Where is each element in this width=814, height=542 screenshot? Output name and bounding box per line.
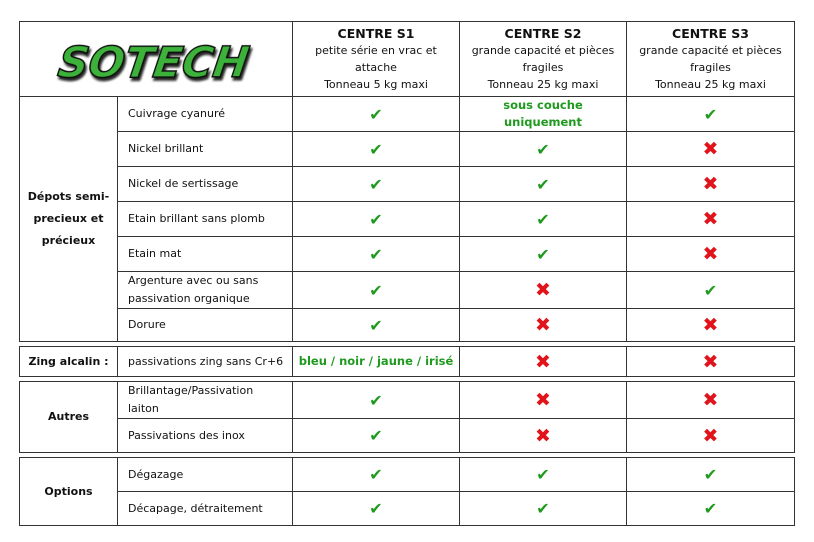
check-icon: ✔	[293, 309, 460, 342]
header-row	[20, 22, 795, 97]
row-label: Dégazage	[118, 458, 293, 492]
row-label	[118, 382, 293, 419]
cross-icon: ✖	[460, 382, 627, 419]
check-icon: ✔	[460, 202, 627, 237]
group-label-options: Options	[20, 458, 118, 526]
cross-icon: ✖	[627, 382, 795, 419]
centre-capacity: Tonneau 25 kg maxi	[487, 78, 599, 91]
group-label-line: precieux et	[33, 212, 104, 225]
table-row	[20, 132, 795, 167]
check-icon: ✔	[293, 492, 460, 526]
note-text: bleu / noir / jaune / irisé	[293, 347, 460, 377]
centre-title: CENTRE S2	[504, 26, 582, 41]
row-label: Passivations des inox	[118, 419, 293, 453]
centre-capacity: Tonneau 25 kg maxi	[655, 78, 766, 91]
centre-desc: petite série en vrac et	[315, 44, 437, 57]
group-label-line: Dépots semi-	[27, 190, 110, 203]
check-icon: ✔	[627, 492, 795, 526]
cross-icon: ✖	[627, 419, 795, 453]
table-row	[20, 419, 795, 453]
cross-icon: ✖	[627, 202, 795, 237]
group-label-line: précieux	[41, 234, 96, 247]
cross-icon: ✖	[460, 272, 627, 309]
table-row	[20, 202, 795, 237]
row-label: Etain brillant sans plomb	[118, 202, 293, 237]
row-label: Décapage, détraitement	[118, 492, 293, 526]
centre-desc: fragiles	[690, 61, 731, 74]
centre-s1-header	[293, 22, 460, 97]
check-icon: ✔	[460, 237, 627, 272]
row-label-line: passivation organique	[128, 292, 250, 305]
check-icon: ✔	[460, 167, 627, 202]
centre-capacity: Tonneau 5 kg maxi	[324, 78, 428, 91]
check-icon: ✔	[627, 458, 795, 492]
cross-icon: ✖	[627, 132, 795, 167]
centre-s3-header	[627, 22, 795, 97]
row-label-line: laiton	[128, 402, 159, 415]
table-row	[20, 272, 795, 309]
group-label-autres: Autres	[20, 382, 118, 453]
check-icon: ✔	[293, 458, 460, 492]
centre-desc: grande capacité et pièces	[639, 44, 782, 57]
row-label: Dorure	[118, 309, 293, 342]
comparison-table	[19, 21, 795, 526]
check-icon: ✔	[627, 97, 795, 132]
cross-icon: ✖	[627, 167, 795, 202]
group-label-zing: Zing alcalin :	[20, 347, 118, 377]
table-row	[20, 97, 795, 132]
table-row	[20, 347, 795, 377]
row-label: passivations zing sans Cr+6	[118, 347, 293, 377]
centre-title: CENTRE S3	[672, 26, 749, 41]
logo-cell	[20, 22, 293, 97]
cross-icon: ✖	[460, 309, 627, 342]
check-icon: ✔	[293, 132, 460, 167]
sotech-logo	[51, 31, 261, 87]
centre-title: CENTRE S1	[337, 26, 415, 41]
row-label: Etain mat	[118, 237, 293, 272]
check-icon: ✔	[460, 132, 627, 167]
row-label: Cuivrage cyanuré	[118, 97, 293, 132]
table-row	[20, 382, 795, 419]
table-row	[20, 167, 795, 202]
note-line: uniquement	[503, 115, 582, 129]
table-row	[20, 458, 795, 492]
cross-icon: ✖	[627, 237, 795, 272]
check-icon: ✔	[293, 237, 460, 272]
note-text	[460, 97, 627, 132]
check-icon: ✔	[293, 202, 460, 237]
cross-icon: ✖	[627, 347, 795, 377]
check-icon: ✔	[293, 97, 460, 132]
table-row	[20, 309, 795, 342]
cross-icon: ✖	[460, 419, 627, 453]
cross-icon: ✖	[460, 347, 627, 377]
check-icon: ✔	[293, 272, 460, 309]
check-icon: ✔	[293, 382, 460, 419]
table-row	[20, 492, 795, 526]
check-icon: ✔	[627, 272, 795, 309]
cross-icon: ✖	[627, 309, 795, 342]
row-label: Nickel brillant	[118, 132, 293, 167]
row-label	[118, 272, 293, 309]
check-icon: ✔	[293, 167, 460, 202]
row-label-line: Brillantage/Passivation	[128, 384, 254, 397]
centre-desc: grande capacité et pièces	[471, 44, 615, 57]
centre-s2-header	[460, 22, 627, 97]
table-row	[20, 237, 795, 272]
group-label-depots	[20, 97, 118, 342]
centre-desc: fragiles	[522, 61, 564, 74]
check-icon: ✔	[460, 458, 627, 492]
logo-text: SOTECH	[55, 38, 252, 87]
note-line: sous couche	[503, 98, 583, 112]
row-label: Nickel de sertissage	[118, 167, 293, 202]
check-icon: ✔	[460, 492, 627, 526]
check-icon: ✔	[293, 419, 460, 453]
row-label-line: Argenture avec ou sans	[128, 274, 259, 287]
centre-desc: attache	[355, 61, 397, 74]
